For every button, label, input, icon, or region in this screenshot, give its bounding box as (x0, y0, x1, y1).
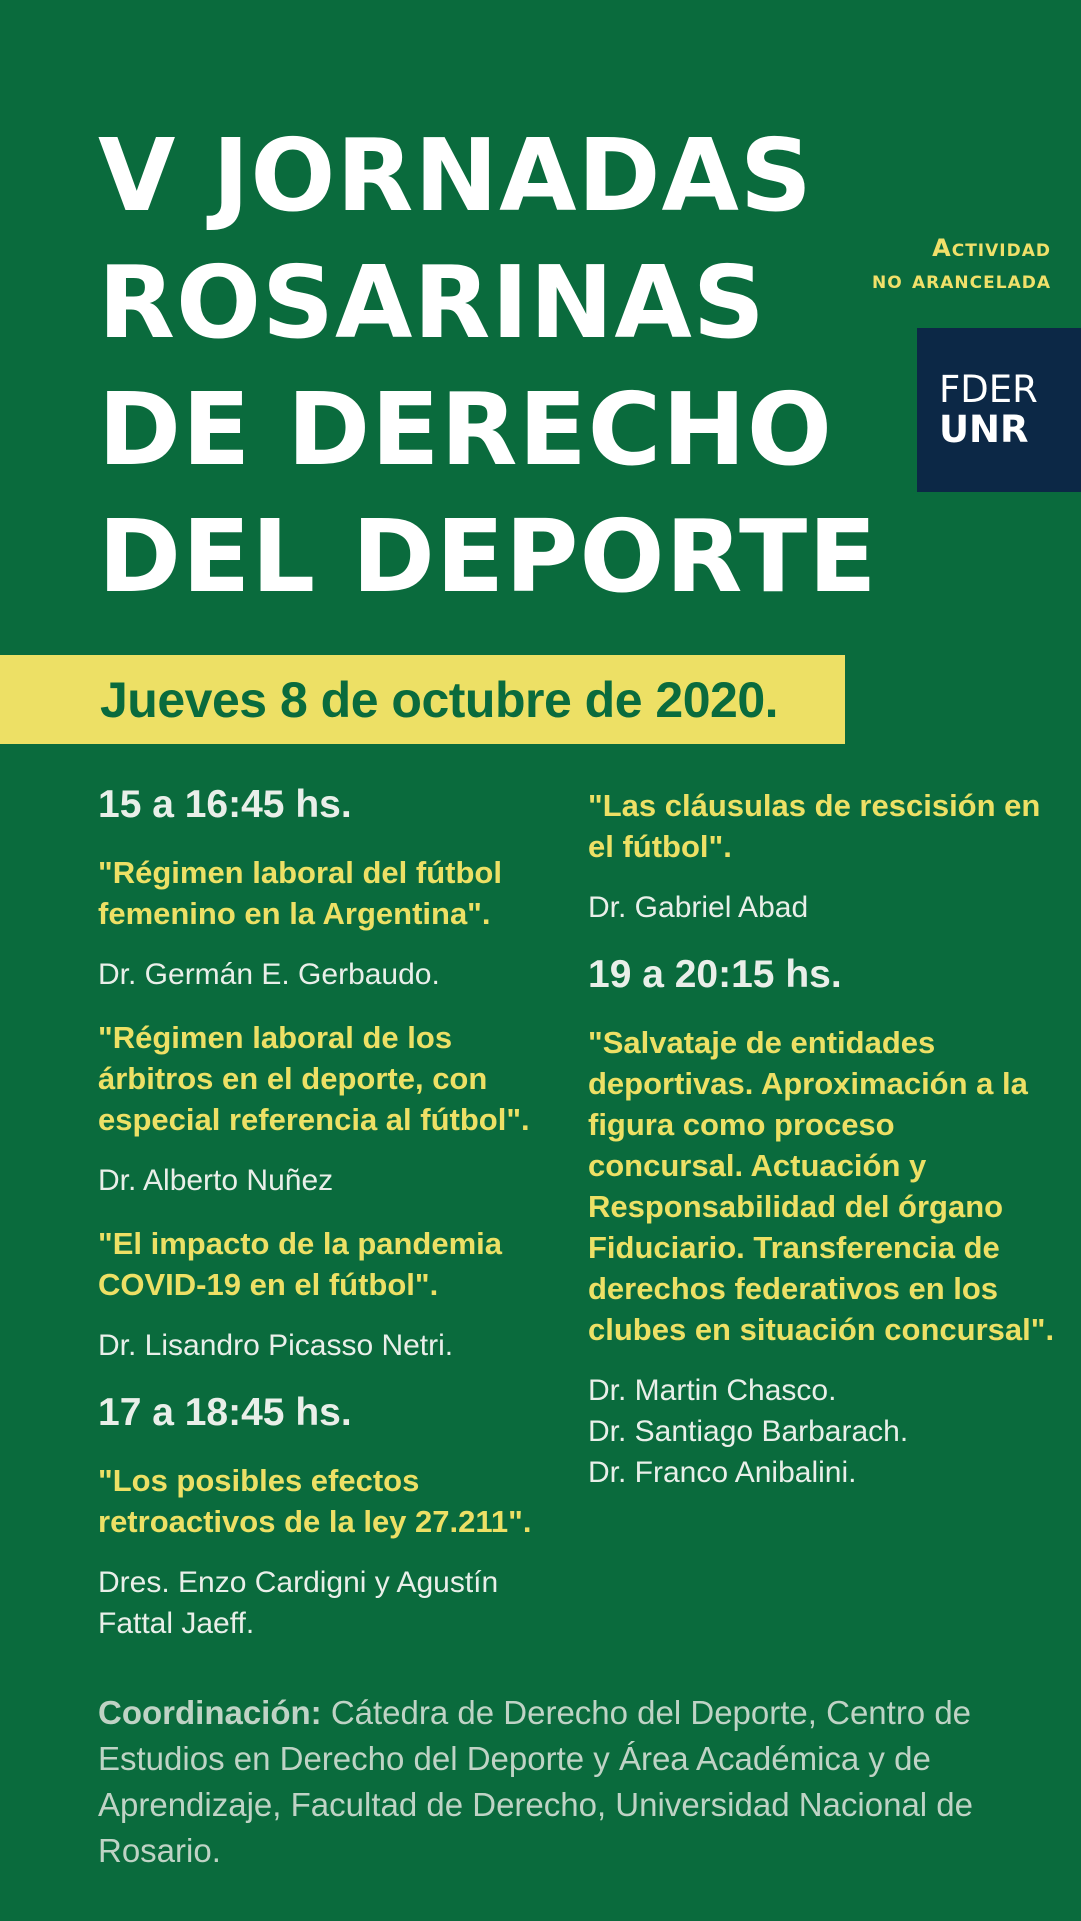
talk-title: "Los posibles efectos retroactivos de la ley 27.211". (98, 1463, 532, 1539)
talk-title: "Régimen laboral del fútbol femenino en la Argentina". (98, 855, 502, 931)
title-line-3: DE DERECHO (98, 371, 833, 488)
event-date: Jueves 8 de octubre de 2020. (100, 671, 779, 728)
coordination-label: Coordinación: (98, 1694, 322, 1731)
speaker: Dres. Enzo Cardigni y Agustín Fattal Jaeff. (98, 1566, 499, 1640)
speaker: Dr. Martin Chasco. (588, 1374, 837, 1407)
event-title (98, 112, 878, 620)
speaker: Dr. Franco Anibalini. (588, 1456, 857, 1489)
badge-line-1: Actividad (932, 234, 1051, 262)
talk-title: "Régimen laboral de los árbitros en el deporte, con especial referencia al fútbol". (98, 1020, 530, 1137)
time-slot-2: 17 a 18:45 hs. (98, 1391, 352, 1434)
coordination-note (98, 1690, 978, 1874)
talk-title: "Las cláusulas de rescisión en el fútbol". (588, 788, 1041, 864)
date-banner (0, 655, 845, 744)
speaker: Dr. Gabriel Abad (588, 891, 809, 924)
schedule-left-column (98, 780, 568, 1666)
speaker: Dr. Santiago Barbarach. (588, 1415, 909, 1448)
title-line-1: V JORNADAS (98, 117, 813, 234)
time-slot-1: 15 a 16:45 hs. (98, 783, 352, 826)
speaker: Dr. Germán E. Gerbaudo. (98, 958, 440, 991)
free-activity-badge (872, 232, 1051, 296)
badge-line-2: no arancelada (871, 266, 1051, 294)
speaker: Dr. Alberto Nuñez (98, 1164, 334, 1197)
logo-line-2: UNR (939, 408, 1029, 451)
title-line-2: ROSARINAS (98, 244, 766, 361)
talk-title: "Salvataje de entidades deportivas. Aproximación a la figura como proceso concursal. Actuación y Responsabilidad del órgano Fiduciario. Transferencia de derechos federativos en los clubes en situación concursal". (588, 1025, 1055, 1347)
speaker-list (588, 1370, 1058, 1493)
speaker: Dr. Lisandro Picasso Netri. (98, 1329, 454, 1362)
coordination-text: Cátedra de Derecho del Deporte, Centro de Estudios en Derecho del Deporte y Área Académica y de Aprendizaje, Facultad de Derecho, Universidad Nacional de Rosario. (98, 1694, 973, 1869)
logo-line-1: FDER (939, 368, 1038, 411)
title-line-4: DEL DEPORTE (98, 498, 878, 615)
time-slot-3: 19 a 20:15 hs. (588, 953, 842, 996)
schedule-right-column (588, 785, 1058, 1515)
fder-unr-logo (917, 328, 1081, 492)
talk-title: "El impacto de la pandemia COVID-19 en el fútbol". (98, 1226, 503, 1302)
